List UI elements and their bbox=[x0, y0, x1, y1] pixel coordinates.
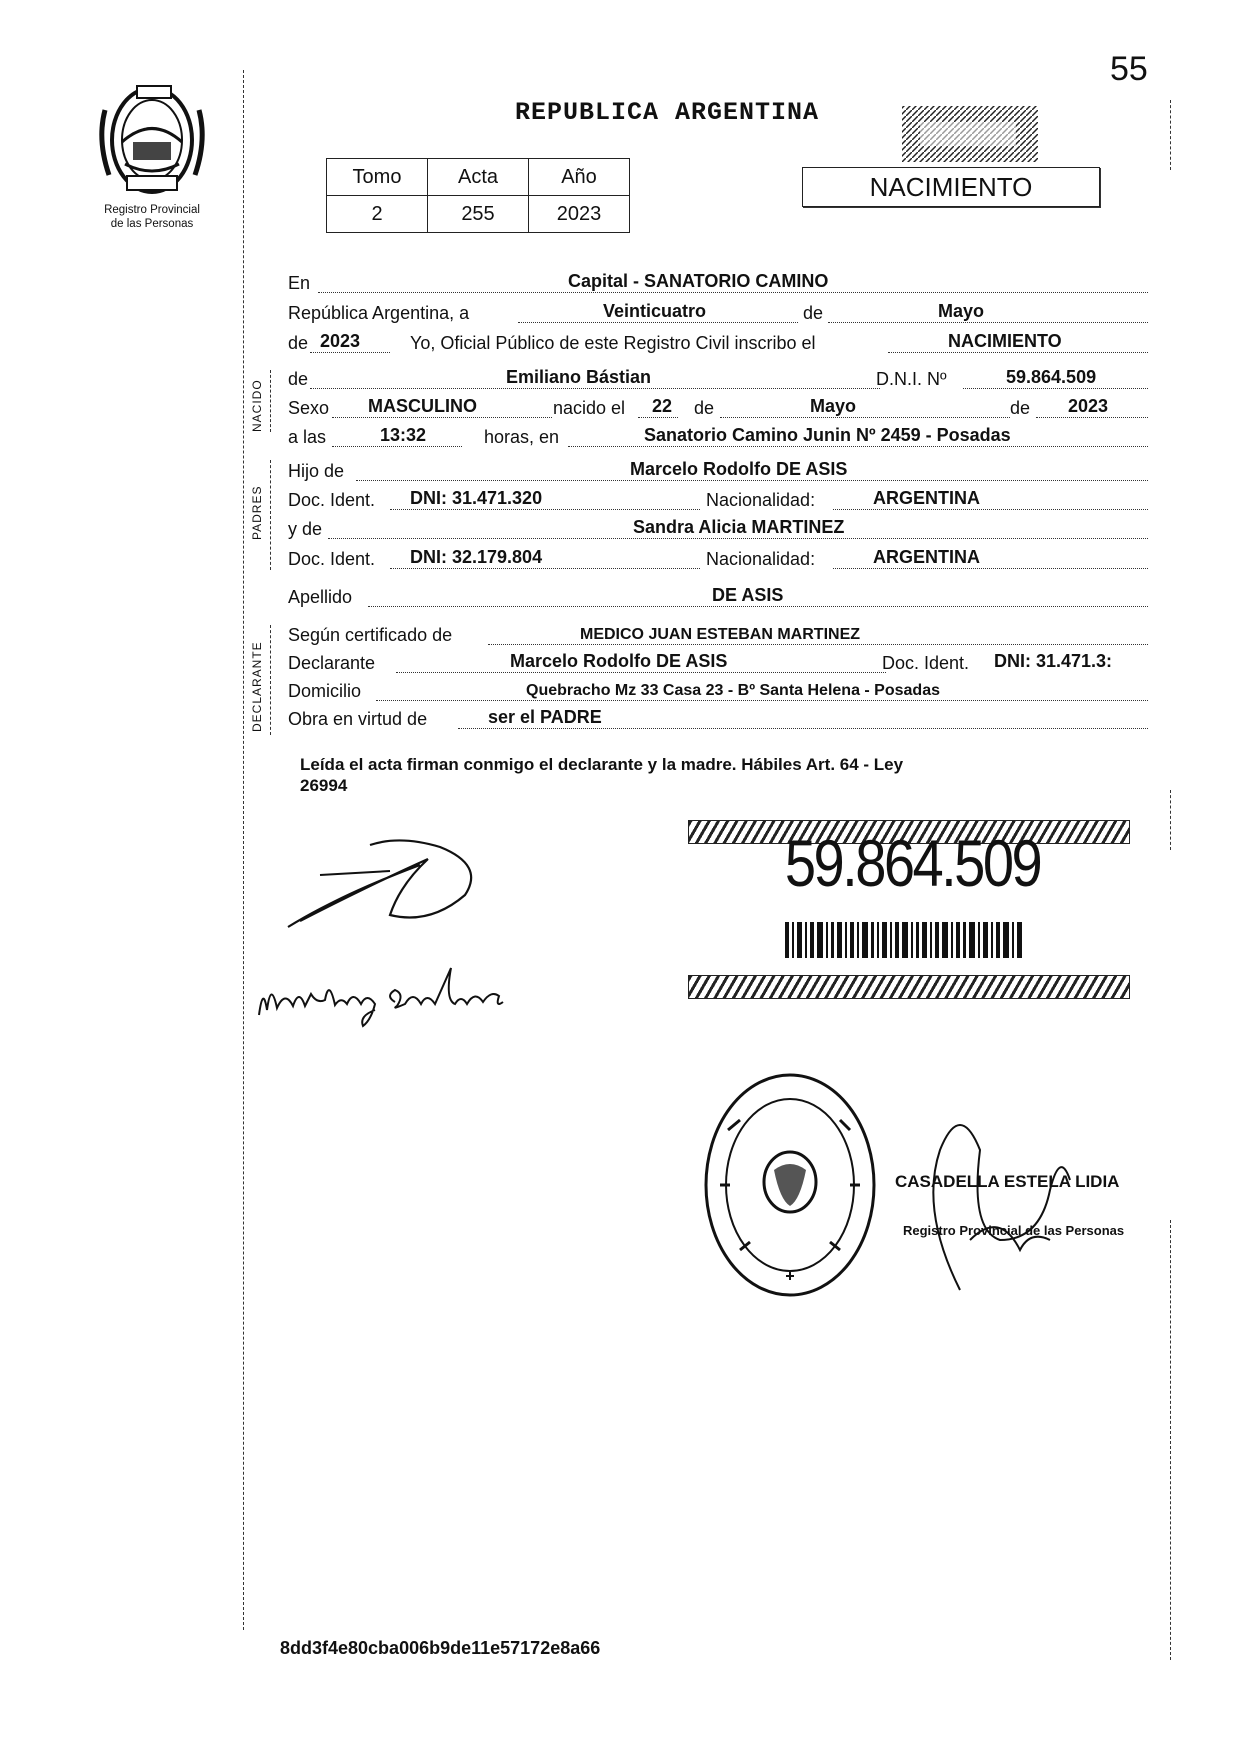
label-horas-en: horas, en bbox=[484, 427, 560, 447]
value-dia-letras: Veinticuatro bbox=[603, 301, 707, 321]
label-de: de bbox=[288, 369, 309, 389]
section-label-nacido: NACIDO bbox=[250, 379, 264, 432]
value-obra-en-virtud: ser el PADRE bbox=[488, 707, 602, 727]
field-row-apellido bbox=[288, 584, 1148, 610]
registrar-signature bbox=[900, 1090, 1120, 1300]
value-lugar: Capital - SANATORIO CAMINO bbox=[568, 271, 829, 291]
table-row bbox=[327, 196, 630, 233]
value-padre-nacionalidad: ARGENTINA bbox=[873, 488, 980, 508]
field-row-padre-doc bbox=[288, 487, 1148, 513]
table-cell-anio: 2023 bbox=[529, 196, 630, 233]
table-header-cell: Tomo bbox=[327, 159, 428, 196]
label-de: de bbox=[288, 333, 309, 353]
field-row-madre-doc bbox=[288, 546, 1148, 572]
left-margin-rule bbox=[243, 70, 244, 1630]
value-dni: 59.864.509 bbox=[1006, 367, 1097, 387]
provincial-coat-of-arms-logo bbox=[95, 80, 210, 198]
field-row-certificado bbox=[288, 622, 1148, 648]
field-row-sexo bbox=[288, 395, 1148, 421]
mother-handwritten-signature bbox=[255, 960, 525, 1035]
label-republica: República Argentina, a bbox=[288, 303, 470, 323]
official-round-seal bbox=[700, 1070, 880, 1300]
label-doc-ident: Doc. Ident. bbox=[288, 549, 376, 569]
dni-barcode bbox=[785, 922, 1025, 958]
label-nacionalidad: Nacionalidad: bbox=[706, 490, 816, 510]
label-domicilio: Domicilio bbox=[288, 681, 362, 701]
label-yo-oficial: Yo, Oficial Público de este Registro Civil inscribo el bbox=[410, 333, 816, 353]
value-madre: Sandra Alicia MARTINEZ bbox=[633, 517, 845, 537]
value-madre-doc: DNI: 32.179.804 bbox=[410, 547, 543, 567]
label-dni: D.N.I. Nº bbox=[876, 369, 947, 389]
field-row-hora-lugar bbox=[288, 424, 1148, 450]
label-nacionalidad: Nacionalidad: bbox=[706, 549, 816, 569]
table-cell-acta: 255 bbox=[428, 196, 529, 233]
field-row-obra-en-virtud bbox=[288, 706, 1148, 732]
value-anio-inscripcion: 2023 bbox=[320, 331, 361, 351]
label-declarante: Declarante bbox=[288, 653, 376, 673]
closing-statement: Leída el acta firman conmigo el declarante y la madre. Hábiles Art. 64 - Ley 26994 bbox=[300, 755, 904, 795]
section-label-declarante: DECLARANTE bbox=[250, 641, 264, 732]
label-en: En bbox=[288, 273, 311, 293]
value-hora: 13:32 bbox=[380, 425, 427, 445]
table-header-row bbox=[327, 159, 630, 196]
value-certificado: MEDICO JUAN ESTEBAN MARTINEZ bbox=[580, 626, 861, 643]
value-mes-inscripcion: Mayo bbox=[938, 301, 985, 321]
right-margin-mark bbox=[1170, 1220, 1171, 1660]
label-segun-certificado: Según certificado de bbox=[288, 625, 453, 645]
label-a-las: a las bbox=[288, 427, 327, 447]
document-title: REPUBLICA ARGENTINA bbox=[515, 98, 820, 127]
section-rule-nacido bbox=[270, 370, 271, 432]
value-nombre: Emiliano Bástian bbox=[506, 367, 652, 387]
record-type-box: NACIMIENTO bbox=[802, 167, 1100, 207]
section-rule-padres bbox=[270, 460, 271, 570]
declarant-signature bbox=[280, 825, 500, 935]
document-hash: 8dd3f4e80cba006b9de11e57172e8a66 bbox=[280, 1638, 601, 1658]
value-madre-nacionalidad: ARGENTINA bbox=[873, 547, 980, 567]
label-y-de: y de bbox=[288, 519, 323, 539]
label-hijo-de: Hijo de bbox=[288, 461, 345, 481]
page-number: 55 bbox=[1110, 50, 1148, 88]
value-lugar-nacimiento: Sanatorio Camino Junin Nº 2459 - Posadas bbox=[644, 425, 1011, 445]
label-obra-en-virtud: Obra en virtud de bbox=[288, 709, 428, 729]
logo-caption: Registro Provincial de las Personas bbox=[104, 204, 200, 230]
value-declarante-doc: DNI: 31.471.3: bbox=[994, 651, 1113, 671]
value-mes-nacimiento: Mayo bbox=[810, 396, 857, 416]
value-sexo: MASCULINO bbox=[368, 396, 477, 416]
label-de: de bbox=[803, 303, 824, 323]
label-sexo: Sexo bbox=[288, 398, 330, 418]
dni-label-bottom-band bbox=[688, 975, 1130, 999]
value-padre: Marcelo Rodolfo DE ASIS bbox=[630, 459, 848, 479]
label-doc-ident: Doc. Ident. bbox=[288, 490, 376, 510]
label-nacido-el: nacido el bbox=[553, 398, 626, 418]
value-acto: NACIMIENTO bbox=[948, 331, 1062, 351]
dni-label-number: 59.864.509 bbox=[784, 826, 1041, 900]
field-row-madre bbox=[288, 516, 1148, 542]
security-seal-stamp bbox=[900, 104, 1040, 164]
section-label-padres: PADRES bbox=[250, 485, 264, 540]
label-doc-ident-declarante: Doc. Ident. bbox=[882, 653, 970, 673]
field-row-nombre bbox=[288, 366, 1148, 392]
value-dia-nacimiento: 22 bbox=[652, 396, 673, 416]
label-de: de bbox=[1010, 398, 1031, 418]
registrar-name-stamp: CASADELLA ESTELA LIDIA bbox=[895, 1172, 1120, 1191]
field-row-fecha-inscripcion bbox=[288, 300, 1148, 326]
field-row-padre bbox=[288, 458, 1148, 484]
value-anio-nacimiento: 2023 bbox=[1068, 396, 1109, 416]
record-reference-table bbox=[326, 158, 630, 233]
value-padre-doc: DNI: 31.471.320 bbox=[410, 488, 543, 508]
field-row-acto bbox=[288, 330, 1148, 356]
field-row-lugar bbox=[288, 270, 1148, 296]
table-cell-tomo: 2 bbox=[327, 196, 428, 233]
label-apellido: Apellido bbox=[288, 587, 353, 607]
field-row-domicilio bbox=[288, 678, 1148, 704]
value-domicilio: Quebracho Mz 33 Casa 23 - Bº Santa Helena - Posadas bbox=[526, 682, 940, 699]
right-margin-mark bbox=[1170, 100, 1171, 170]
registrar-office-stamp: Registro Provincial de las Personas bbox=[903, 1223, 1125, 1238]
value-declarante: Marcelo Rodolfo DE ASIS bbox=[510, 651, 728, 671]
label-de: de bbox=[694, 398, 715, 418]
section-rule-declarante bbox=[270, 625, 271, 735]
table-header-cell: Acta bbox=[428, 159, 529, 196]
value-apellido: DE ASIS bbox=[712, 585, 784, 605]
right-margin-mark bbox=[1170, 790, 1171, 850]
field-row-declarante bbox=[288, 650, 1148, 676]
table-header-cell: Año bbox=[529, 159, 630, 196]
